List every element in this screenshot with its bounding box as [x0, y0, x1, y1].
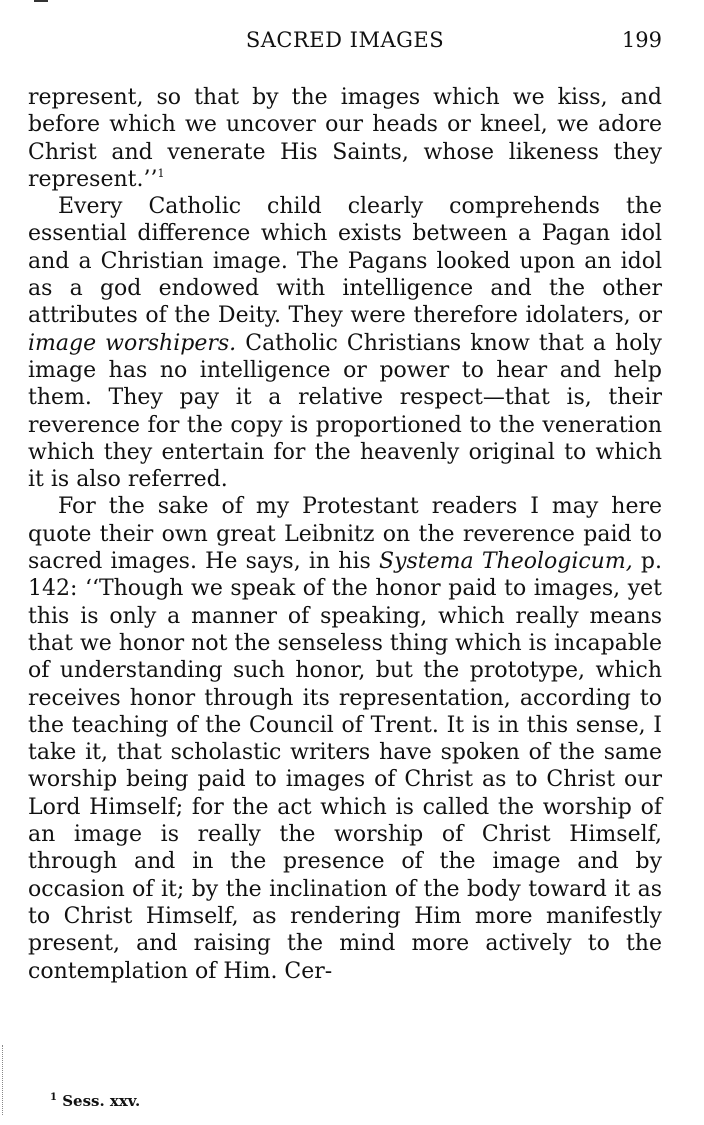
italic-text: Systema Theologicum, [379, 549, 633, 575]
text-run: p. 142: ‘‘Though we speak of the honor paid to images, yet this is only a manner of speaking, which really means that we honor not the senseless thing which is incapable of understanding such honor, but the prototype, which receives honor through its representation, according to the teaching of the Council of Trent. It is in this sense, I take it, that scholastic writers have spoken of the same worship being paid to images of Christ as to Christ our Lord Himself; for the act which is called the worship of an image is really the worship of Christ Himself, through and in the presence of the image and by occasion of it; by the inclination of the body toward it as to Christ Himself, as rendering Him more manifestly present, and raising the mind more actively to the contemplation of Him. Cer- [28, 549, 662, 984]
gutter-scan-mark [2, 1045, 5, 1115]
body-text [28, 84, 662, 985]
text-run: Every Catholic child clearly comprehends the essential difference which exists between a Pagan idol and a Christian image. The Pagans looked upon an idol as a god endowed with intelligence and the other attributes of the Deity. They were therefore idolaters, or [28, 194, 662, 329]
text-run: represent, so that by the images which we kiss, and before which we uncover our heads or kneel, we adore Christ and venerate His Saints, whose likeness they represent.’’ [28, 85, 662, 192]
page-header [28, 28, 662, 58]
italic-text: image worshipers. [28, 330, 237, 356]
footnote-text: Sess. xxv. [62, 1092, 141, 1110]
running-title: SACRED IMAGES [245, 28, 445, 52]
paragraph-1 [28, 84, 662, 193]
page-number: 199 [621, 28, 662, 52]
footnote-marker: 1 [50, 1092, 57, 1103]
text-run: Catholic Christians know that a holy image has no intelligence or power to hear and help them. They pay it a relative respect—that is, their reverence for the copy is proportioned to the veneration which they entertain for the heavenly original to which it is also referred. [28, 330, 662, 493]
paragraph-2 [28, 193, 662, 493]
text-run: For the sake of my Protestant readers I may here quote their own great Leibnitz on the reverence paid to sacred images. He says, in his [28, 494, 662, 575]
footnote-reference: 1 [157, 166, 165, 180]
top-edge-mark [34, 0, 48, 2]
footnote [50, 1092, 140, 1110]
paragraph-3 [28, 493, 662, 984]
